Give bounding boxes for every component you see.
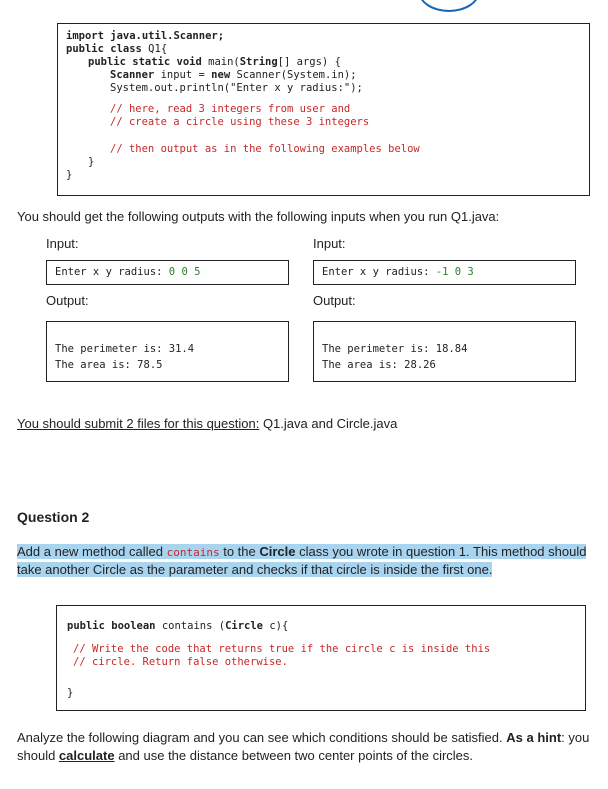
output-line: The area is: 78.5 — [55, 359, 163, 371]
code-comment: // then output as in the following examples below — [110, 143, 420, 155]
input-box: Enter x y radius: 0 0 5 — [46, 260, 289, 285]
output-line: The perimeter is: 18.84 — [322, 343, 468, 355]
code-comment: // circle. Return false otherwise. — [73, 656, 288, 668]
code-line: public class Q1{ — [66, 43, 168, 55]
code-line: } — [66, 169, 73, 181]
code-line: public static void main(String[] args) { — [88, 56, 341, 68]
question-2-text: take another Circle as the parameter and checks if that circle is inside the first one. — [17, 562, 493, 577]
output-label: Output: — [313, 293, 356, 308]
intro-text: You should get the following outputs with the following inputs when you run Q1.java: — [17, 209, 500, 224]
question-2-text: Add a new method called contains to the Circle class you wrote in question 1. This method should — [17, 544, 587, 559]
output-label: Output: — [46, 293, 89, 308]
code-line: public boolean contains (Circle c){ — [67, 620, 289, 632]
input-box: Enter x y radius: -1 0 3 — [313, 260, 576, 285]
input-label: Input: — [313, 236, 346, 251]
code-line: } — [67, 687, 74, 699]
code-line: } — [88, 156, 95, 168]
code-box-q1 — [57, 23, 590, 196]
submit-instruction: You should submit 2 files for this question: Q1.java and Circle.java — [17, 416, 398, 431]
analyze-text: Analyze the following diagram and you can see which conditions should be satisfied. As a hint: you — [17, 730, 590, 745]
question-2-title: Question 2 — [17, 509, 90, 525]
code-line: Scanner input = new Scanner(System.in); — [110, 69, 357, 81]
code-comment: // Write the code that returns true if the circle c is inside this — [73, 643, 491, 655]
code-line: import java.util.Scanner; — [66, 30, 225, 42]
output-line: The area is: 28.26 — [322, 359, 436, 371]
code-comment: // create a circle using these 3 integers — [110, 116, 370, 128]
output-box — [313, 321, 576, 382]
code-box-contains — [56, 605, 586, 711]
logo-fragment — [418, 0, 480, 12]
output-box — [46, 321, 289, 382]
analyze-text: should calculate and use the distance between two center points of the circles. — [17, 748, 474, 763]
input-label: Input: — [46, 236, 79, 251]
output-line: The perimeter is: 31.4 — [55, 343, 195, 355]
code-line: System.out.println("Enter x y radius:"); — [110, 82, 363, 94]
code-comment: // here, read 3 integers from user and — [110, 103, 351, 115]
